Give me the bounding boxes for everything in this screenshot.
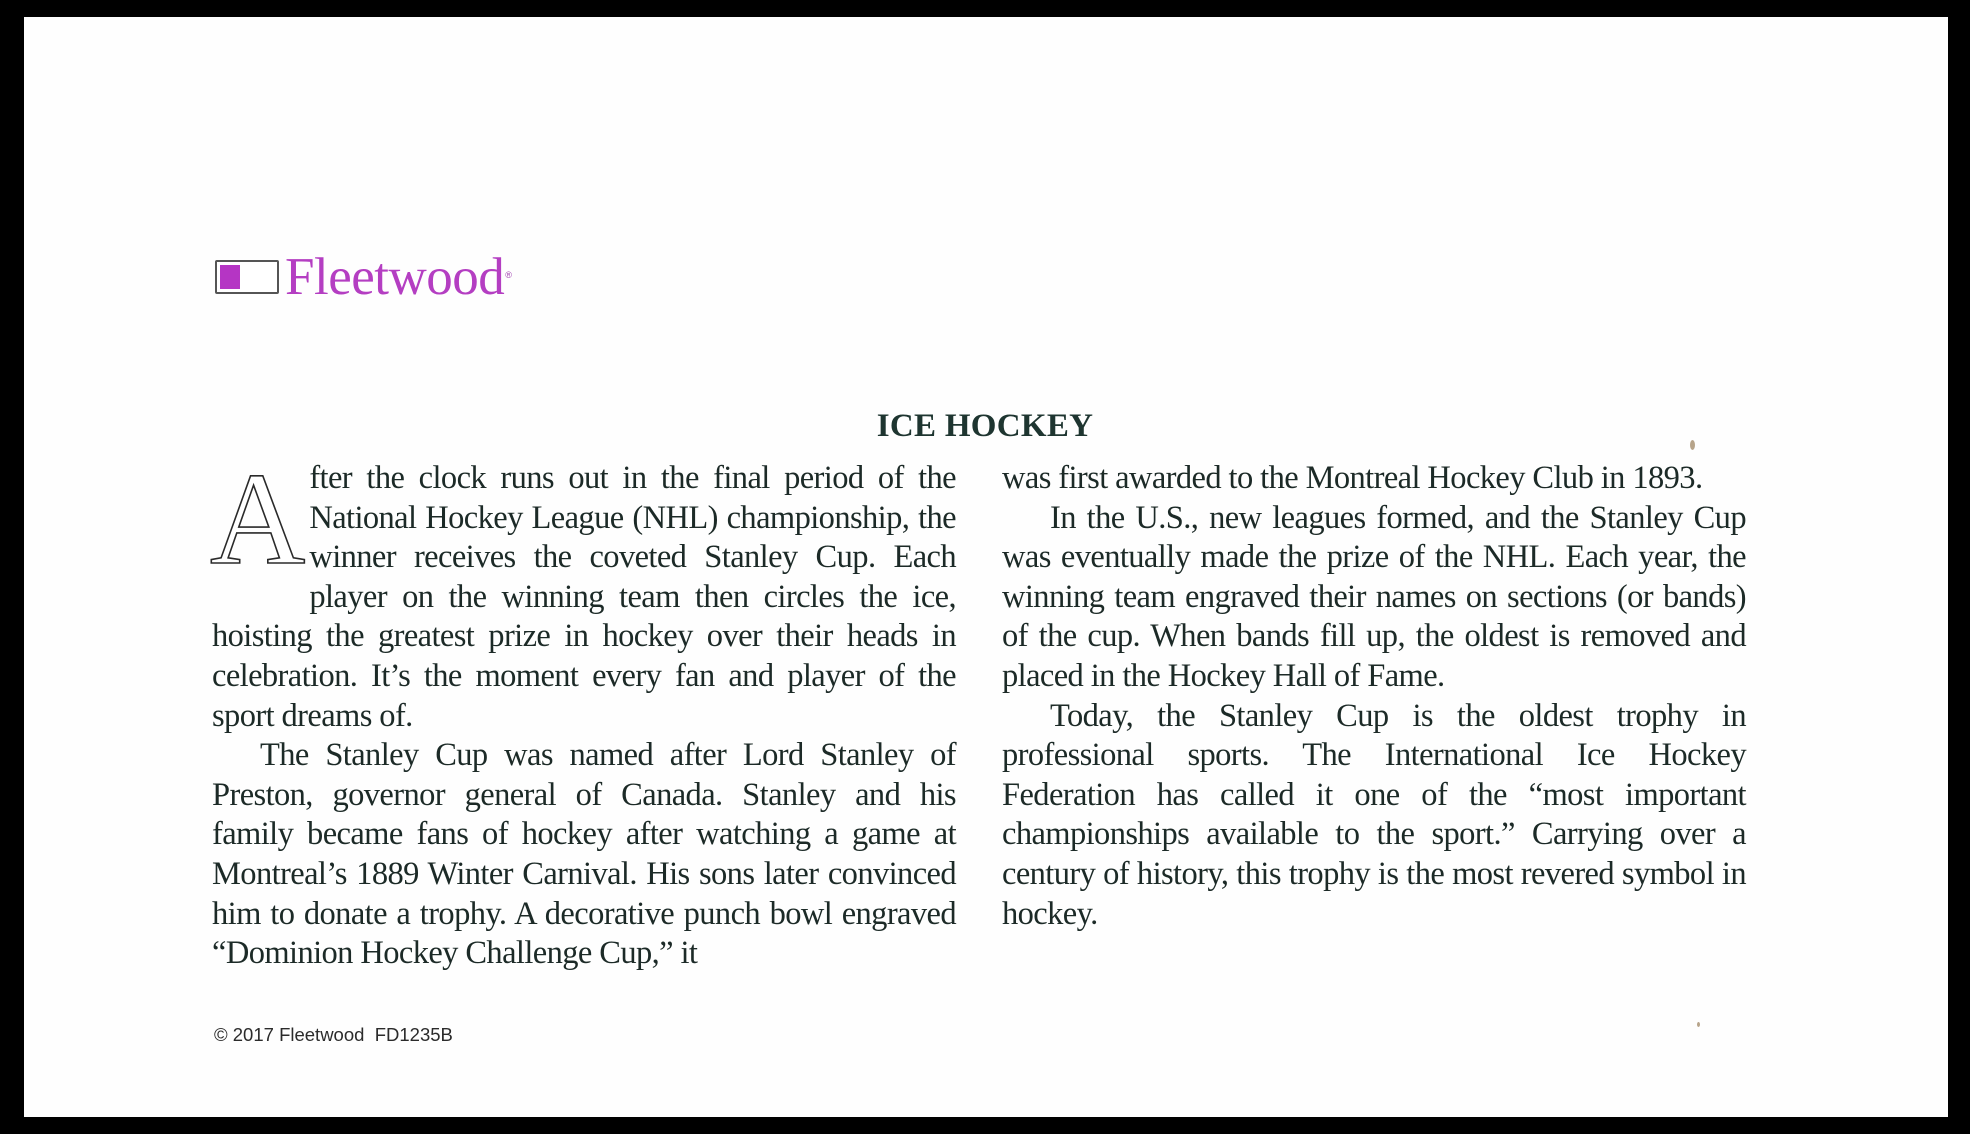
logo-box-fill <box>220 265 240 289</box>
logo-brand-text: Fleetwood <box>285 247 505 306</box>
article-column-right <box>1002 459 1746 934</box>
paper-speck <box>1690 440 1695 450</box>
paragraph-1-text: fter the clock runs out in the final period of the National Hockey League (NHL) championship, the winner receives the coveted Stanley Cup. Each player on the winning team then circles the ice, hoisting the greatest prize in hockey over their heads in celebration. It’s the moment every fan and player of the sport dreams of. <box>212 460 956 734</box>
paragraph-2: The Stanley Cup was named after Lord Stanley of Preston, governor general of Canada. Stanley and his family became fans of hockey after watching a game at Montreal’s 1889 Winter Carnival. His sons later convinced him to donate a trophy. A decorative punch bowl engraved “Dominion Hockey Challenge Cup,” it <box>212 737 956 972</box>
paper-speck <box>1697 1022 1700 1027</box>
paragraph-3: In the U.S., new leagues formed, and the Stanley Cup was eventually made the prize of the NHL. Each year, the winning team engraved their names on sections (or bands) of the cup. When bands fill up, the oldest is removed and placed in the Hockey Hall of Fame. <box>1002 499 1746 694</box>
article-column-left <box>210 445 956 974</box>
logo-box-icon <box>215 260 279 294</box>
article-title: ICE HOCKEY <box>876 408 1094 444</box>
registered-mark: ® <box>505 270 512 280</box>
paragraph-4: Today, the Stanley Cup is the oldest trophy in professional sports. The International Ice Hockey Federation has called it one of the “most important championships available to the sport.” Carrying over a century of history, this trophy is the most revered symbol in hockey. <box>1002 697 1746 932</box>
copyright-footer: © 2017 Fleetwood FD1235B <box>214 1024 453 1045</box>
paragraph-2-continued: was first awarded to the Montreal Hockey Club in 1893. <box>1002 460 1703 496</box>
paragraph-1 <box>210 445 956 736</box>
drop-cap: A <box>210 445 306 592</box>
fleetwood-logo <box>215 247 512 306</box>
